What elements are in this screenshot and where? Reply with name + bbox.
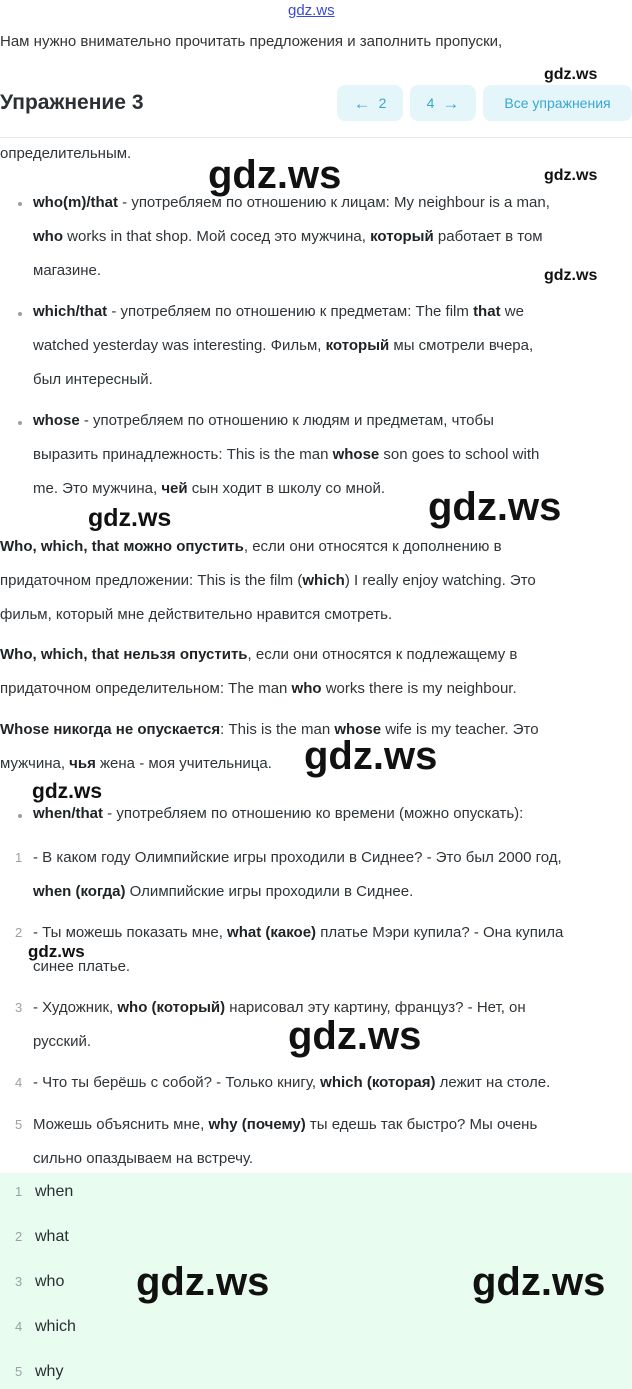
text: - употребляем по отношению к лицам: My neighbour is a man,	[117, 194, 550, 211]
text: жена - моя учительница.	[95, 755, 272, 772]
keyword: what (какое)	[227, 924, 317, 941]
text: придаточном определительном: The man	[0, 680, 292, 697]
answer-number: 5	[15, 1364, 23, 1379]
answer-item	[15, 1318, 76, 1336]
text: - Ты можешь показать мне,	[33, 924, 228, 941]
answer-text: what	[35, 1228, 69, 1245]
text: , если они относятся к дополнению в	[243, 538, 502, 555]
example-1	[33, 841, 628, 909]
bullet-who	[33, 186, 628, 288]
answer-number: 4	[15, 1319, 23, 1334]
keyword: who(m)/that	[33, 194, 118, 211]
watermark: gdz.ws	[88, 504, 172, 532]
text-line: определительным.	[0, 145, 132, 162]
example-number: 1	[15, 850, 23, 865]
bullet-dot	[18, 312, 22, 316]
page-title: Упражнение 3	[0, 91, 144, 114]
text: выразить принадлежность: This is the man	[33, 446, 333, 463]
example-number: 3	[15, 1000, 23, 1015]
keyword: whose	[33, 412, 80, 429]
answer-number: 3	[15, 1274, 23, 1289]
text: работает в том	[433, 228, 543, 245]
text: - Художник,	[33, 999, 118, 1016]
text: - употребляем по отношению ко времени (можно опускать):	[103, 805, 524, 822]
keyword: чья	[69, 755, 96, 772]
example-number: 2	[15, 925, 23, 940]
text: лежит на столе.	[435, 1074, 551, 1091]
watermark: gdz.ws	[544, 167, 598, 184]
watermark: gdz.ws	[288, 1014, 422, 1058]
all-exercises-label: Все упражнения	[504, 95, 611, 111]
all-exercises-button[interactable]	[483, 85, 632, 121]
text: son goes to school with	[379, 446, 540, 463]
keyword: which/that	[33, 303, 108, 320]
text: магазине.	[33, 262, 102, 279]
watermark: gdz.ws	[544, 267, 598, 284]
text: Олимпийские игры проходили в Сиднее.	[125, 883, 414, 900]
answer-number: 1	[15, 1184, 23, 1199]
prev-exercise-button[interactable]	[337, 85, 403, 121]
keyword: why (почему)	[208, 1116, 306, 1133]
text: фильм, который мне действительно нравится смотреть.	[0, 606, 393, 623]
text: watched yesterday was interesting. Фильм,	[33, 337, 326, 354]
bullet-dot	[18, 814, 22, 818]
keyword: who (который)	[117, 999, 226, 1016]
intro-text: Нам нужно внимательно прочитать предложения и заполнить пропуски,	[0, 33, 503, 50]
text: мы смотрели вчера,	[389, 337, 534, 354]
text: русский.	[33, 1033, 91, 1050]
answer-text: which	[35, 1318, 76, 1335]
watermark: gdz.ws	[304, 734, 438, 778]
answer-item	[15, 1183, 73, 1201]
text: wife is my teacher. Это	[381, 721, 539, 738]
answer-text: who	[35, 1273, 65, 1290]
watermark: gdz.ws	[472, 1260, 606, 1304]
arrow-right-icon: →	[442, 93, 460, 113]
text: ты едешь так быстро? Мы очень	[305, 1116, 538, 1133]
answer-item	[15, 1228, 69, 1246]
keyword: Who, which, that можно опустить	[0, 538, 244, 555]
watermark: gdz.ws	[208, 153, 342, 197]
text: works in that shop. Мой сосед это мужчина,	[63, 228, 371, 245]
text: сын ходит в школу со мной.	[187, 480, 386, 497]
keyword: when (когда)	[33, 883, 126, 900]
watermark: gdz.ws	[136, 1260, 270, 1304]
example-2	[33, 916, 628, 984]
text: we	[500, 303, 524, 320]
text: : This is the man	[220, 721, 335, 738]
text: - Что ты берёшь с собой? - Только книгу,	[33, 1074, 321, 1091]
text: сильно опаздываем на встречу.	[33, 1150, 254, 1167]
keyword: whose	[334, 721, 382, 738]
keyword: который	[370, 228, 434, 245]
keyword: that	[473, 303, 501, 320]
keyword: who	[33, 228, 63, 245]
rule-can-omit	[0, 530, 630, 632]
bullet-when	[33, 797, 628, 831]
prev-exercise-label: 2	[378, 95, 387, 111]
text: me. Это мужчина,	[33, 480, 162, 497]
text: ) I really enjoy watching. Это	[344, 572, 536, 589]
text: , если они относятся к подлежащему в	[247, 646, 518, 663]
keyword: when/that	[33, 805, 103, 822]
answer-item	[15, 1363, 63, 1381]
arrow-left-icon: ←	[353, 93, 371, 113]
example-number: 5	[15, 1117, 23, 1132]
text: синее платье.	[33, 958, 131, 975]
watermark: gdz.ws	[544, 66, 598, 83]
keyword: which	[302, 572, 345, 589]
text: works there is my neighbour.	[321, 680, 517, 697]
keyword: чей	[161, 480, 188, 497]
answer-number: 2	[15, 1229, 23, 1244]
keyword: который	[325, 337, 390, 354]
example-number: 4	[15, 1075, 23, 1090]
text: мужчина,	[0, 755, 70, 772]
text: - употребляем по отношению к предметам: The film	[107, 303, 474, 320]
example-4	[33, 1066, 628, 1100]
text: придаточном предложении: This is the film (	[0, 572, 303, 589]
bullet-which	[33, 295, 628, 397]
answer-text: why	[35, 1363, 64, 1380]
bullet-dot	[18, 421, 22, 425]
text: платье Мэри купила? - Она купила	[316, 924, 564, 941]
keyword: which (которая)	[320, 1074, 436, 1091]
example-5	[33, 1108, 628, 1176]
text: нарисовал эту картину, француз? - Нет, он	[225, 999, 526, 1016]
text: - употребляем по отношению к людям и предметам, чтобы	[79, 412, 494, 429]
next-exercise-label: 4	[426, 95, 435, 111]
answer-text: when	[35, 1183, 74, 1200]
answer-item	[15, 1273, 64, 1291]
next-exercise-button[interactable]	[410, 85, 476, 121]
keyword: who	[291, 680, 322, 697]
text: Можешь объяснить мне,	[33, 1116, 209, 1133]
keyword: Who, which, that нельзя опустить	[0, 646, 248, 663]
watermark-top: gdz.ws	[288, 2, 335, 19]
keyword: Whose никогда не опускается	[0, 721, 221, 738]
text: - В каком году Олимпийские игры проходили в Сиднее? - Это был 2000 год,	[33, 849, 562, 866]
keyword: whose	[332, 446, 380, 463]
bullet-dot	[18, 202, 22, 206]
watermark: gdz.ws	[32, 780, 103, 803]
watermark: gdz.ws	[428, 485, 562, 529]
text: был интересный.	[33, 371, 153, 388]
watermark: gdz.ws	[28, 942, 85, 961]
rule-cannot-omit	[0, 638, 630, 706]
